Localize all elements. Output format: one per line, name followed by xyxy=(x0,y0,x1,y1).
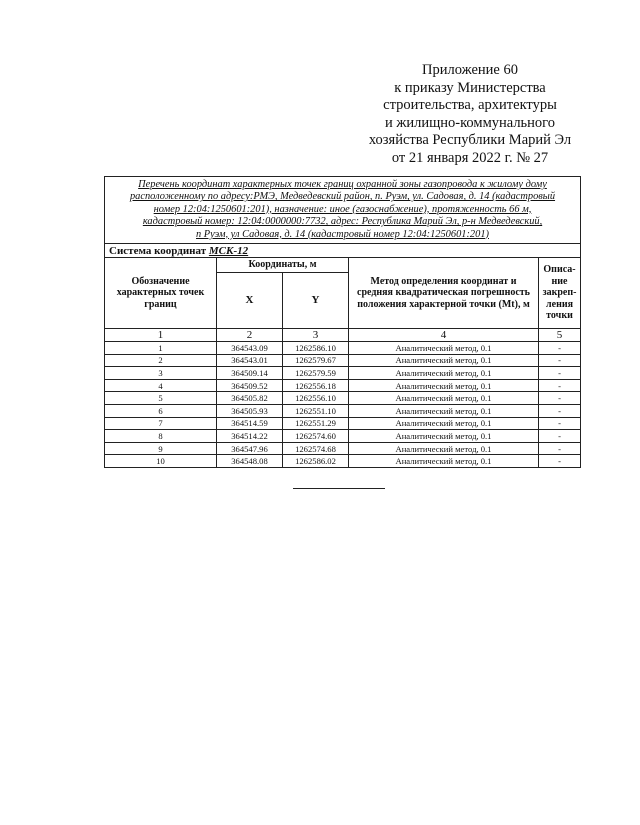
method-cell: Аналитический метод, 0.1 xyxy=(349,367,539,380)
header-y: Y xyxy=(283,273,349,329)
header-method: Метод определения координат и средняя квадратическая погрешность положения характерной точки (Mt), м xyxy=(349,258,539,329)
coordinate-system-row xyxy=(105,244,581,258)
header-point: Обозначение характерных точек границ xyxy=(105,258,217,329)
x-coordinate-cell: 364509.14 xyxy=(217,367,283,380)
method-cell: Аналитический метод, 0.1 xyxy=(349,392,539,405)
description-cell: - xyxy=(539,379,581,392)
x-coordinate-cell: 364509.52 xyxy=(217,379,283,392)
method-cell: Аналитический метод, 0.1 xyxy=(349,430,539,443)
method-cell: Аналитический метод, 0.1 xyxy=(349,404,539,417)
header-x: X xyxy=(217,273,283,329)
description-cell: - xyxy=(539,404,581,417)
x-coordinate-cell: 364543.09 xyxy=(217,342,283,355)
point-number-cell: 6 xyxy=(105,404,217,417)
method-cell: Аналитический метод, 0.1 xyxy=(349,379,539,392)
coordinate-system-value: МСК-12 xyxy=(208,244,249,257)
bottom-divider xyxy=(293,488,385,489)
y-coordinate-cell: 1262574.60 xyxy=(283,430,349,443)
table-row xyxy=(105,342,581,355)
description-cell: - xyxy=(539,392,581,405)
y-coordinate-cell: 1262551.29 xyxy=(283,417,349,430)
point-number-cell: 7 xyxy=(105,417,217,430)
point-number-cell: 2 xyxy=(105,354,217,367)
method-cell: Аналитический метод, 0.1 xyxy=(349,455,539,468)
description-cell: - xyxy=(539,430,581,443)
y-coordinate-cell: 1262579.59 xyxy=(283,367,349,380)
point-number-cell: 3 xyxy=(105,367,217,380)
y-coordinate-cell: 1262579.67 xyxy=(283,354,349,367)
table-row xyxy=(105,392,581,405)
column-number-row xyxy=(105,329,581,342)
column-number: 4 xyxy=(349,329,539,342)
header-description: Описа- ние закреп- ления точки xyxy=(539,258,581,329)
x-coordinate-cell: 364547.96 xyxy=(217,442,283,455)
point-number-cell: 8 xyxy=(105,430,217,443)
table-title-line: номер 12:04:1250601:201), назначение: иное (газоснабжение), протяженность 66 м, xyxy=(153,203,532,215)
column-number: 1 xyxy=(105,329,217,342)
table-row xyxy=(105,404,581,417)
appendix-line: хозяйства Республики Марий Эл xyxy=(368,132,572,149)
method-cell: Аналитический метод, 0.1 xyxy=(349,342,539,355)
coordinates-table xyxy=(104,176,581,468)
appendix-line: строительства, архитектуры xyxy=(383,97,557,114)
point-number-cell: 5 xyxy=(105,392,217,405)
x-coordinate-cell: 364548.08 xyxy=(217,455,283,468)
column-number: 3 xyxy=(283,329,349,342)
description-cell: - xyxy=(539,354,581,367)
y-coordinate-cell: 1262556.18 xyxy=(283,379,349,392)
point-number-cell: 4 xyxy=(105,379,217,392)
table-row xyxy=(105,455,581,468)
description-cell: - xyxy=(539,342,581,355)
table-row xyxy=(105,367,581,380)
y-coordinate-cell: 1262586.10 xyxy=(283,342,349,355)
description-cell: - xyxy=(539,455,581,468)
x-coordinate-cell: 364505.82 xyxy=(217,392,283,405)
column-number: 5 xyxy=(539,329,581,342)
method-cell: Аналитический метод, 0.1 xyxy=(349,417,539,430)
table-title xyxy=(105,177,581,244)
x-coordinate-cell: 364514.59 xyxy=(217,417,283,430)
x-coordinate-cell: 364543.01 xyxy=(217,354,283,367)
table-title-line: Перечень координат характерных точек границ охранной зоны газопровода к жилому дому xyxy=(138,178,547,190)
point-number-cell: 1 xyxy=(105,342,217,355)
appendix-line: к приказу Министерства xyxy=(394,79,546,96)
table-row xyxy=(105,354,581,367)
point-number-cell: 10 xyxy=(105,455,217,468)
description-cell: - xyxy=(539,417,581,430)
y-coordinate-cell: 1262574.68 xyxy=(283,442,349,455)
method-cell: Аналитический метод, 0.1 xyxy=(349,442,539,455)
table-row xyxy=(105,379,581,392)
x-coordinate-cell: 364505.93 xyxy=(217,404,283,417)
appendix-line: и жилищно-коммунального xyxy=(384,114,556,131)
y-coordinate-cell: 1262551.10 xyxy=(283,404,349,417)
table-row xyxy=(105,430,581,443)
appendix-header xyxy=(340,62,600,168)
table-title-line: п Руэм, ул Садовая, д. 14 (кадастровый номер 12:04:1250601:201) xyxy=(196,228,489,240)
method-cell: Аналитический метод, 0.1 xyxy=(349,354,539,367)
table-row xyxy=(105,417,581,430)
x-coordinate-cell: 364514.22 xyxy=(217,430,283,443)
table-title-line: кадастровый номер: 12:04:0000000:7732, адрес: Республика Марий Эл, р-н Медведевский, xyxy=(142,216,543,228)
description-cell: - xyxy=(539,367,581,380)
y-coordinate-cell: 1262586.02 xyxy=(283,455,349,468)
appendix-line: от 21 января 2022 г. № 27 xyxy=(391,149,549,166)
appendix-line: Приложение 60 xyxy=(422,62,518,78)
column-number: 2 xyxy=(217,329,283,342)
description-cell: - xyxy=(539,442,581,455)
table-body xyxy=(105,342,581,468)
y-coordinate-cell: 1262556.10 xyxy=(283,392,349,405)
coordinate-system-label: Система координат xyxy=(109,244,209,257)
point-number-cell: 9 xyxy=(105,442,217,455)
table-title-line: расположенному по адресу:РМЭ, Медведевский район, п. Руэм, ул. Садовая, д. 14 (кадастровый xyxy=(129,191,556,203)
table-row xyxy=(105,442,581,455)
header-coordinates: Координаты, м xyxy=(217,258,349,273)
